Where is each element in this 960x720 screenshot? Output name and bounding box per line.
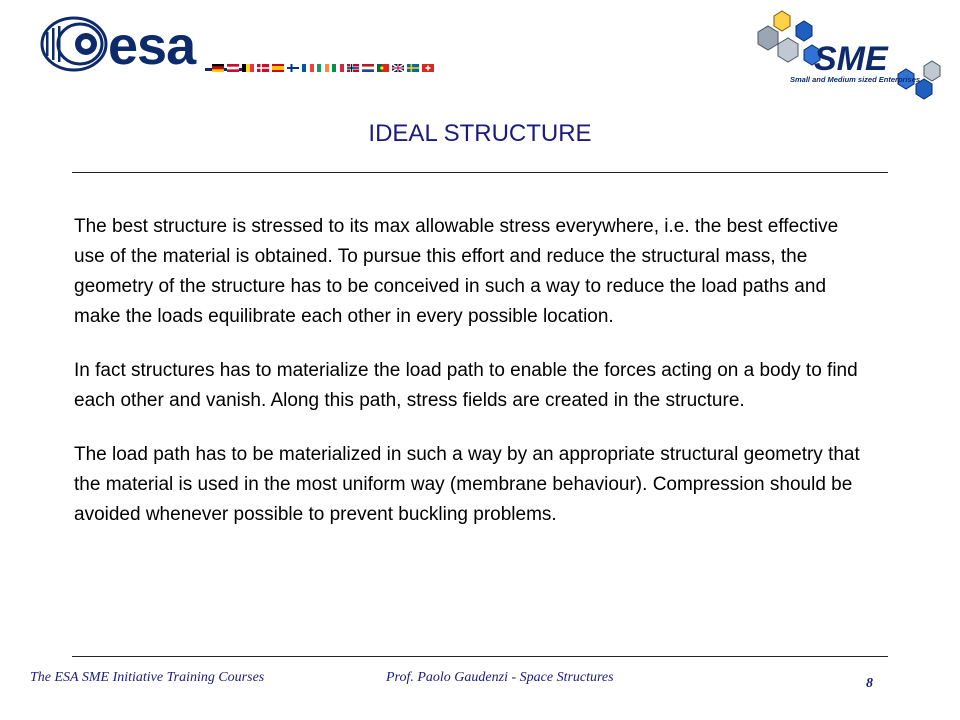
flag-norway-icon	[347, 64, 359, 72]
flag-sweden-icon	[407, 64, 419, 72]
flag-portugal-icon	[377, 64, 389, 72]
footer-author: Prof. Paolo Gaudenzi - Space Structures	[386, 670, 614, 685]
flag-ireland-icon	[317, 64, 329, 72]
sme-logo-subtitle: Small and Medium sized Enterprises	[790, 75, 921, 84]
esa-emblem-icon	[40, 14, 110, 74]
flag-uk-icon	[392, 64, 404, 72]
flag-netherlands-icon	[362, 64, 374, 72]
slide-title: IDEAL STRUCTURE	[368, 120, 592, 147]
flag-france-icon	[302, 64, 314, 72]
footer-course-title: The ESA SME Initiative Training Courses	[30, 670, 265, 685]
esa-logo	[40, 14, 220, 74]
flag-switzerland-icon	[422, 64, 434, 72]
page-number: 8	[866, 676, 873, 691]
paragraph-3: The load path has to be materialized in such a way by an appropriate structural geometry that the material is used in the most uniform way (membrane behaviour). Compression should be avoided whenever possible to prevent buckling problems.	[74, 444, 860, 525]
flag-germany-icon	[212, 64, 224, 72]
esa-wordmark: esa	[108, 16, 196, 76]
sme-logo	[748, 8, 948, 100]
member-flags	[212, 64, 434, 72]
title-divider	[72, 172, 888, 173]
flag-finland-icon	[287, 64, 299, 72]
flag-belgium-icon	[242, 64, 254, 72]
sme-logo-wordmark: SME	[814, 40, 888, 78]
paragraph-2: In fact structures has to materialize the load path to enable the forces acting on a body to find each other and vanish. Along this path, stress fields are created in the structure.	[74, 360, 858, 411]
slide-body	[74, 212, 874, 554]
flag-austria-icon	[227, 64, 239, 72]
flag-denmark-icon	[257, 64, 269, 72]
flag-italy-icon	[332, 64, 344, 72]
flag-spain-icon	[272, 64, 284, 72]
paragraph-1: The best structure is stressed to its max allowable stress everywhere, i.e. the best effective use of the material is obtained. To pursue this effort and reduce the structural mass, the geometry of the structure has to be conceived in such a way to reduce the load paths and make the loads equilibrate each other in every possible location.	[74, 216, 839, 327]
footer-divider	[72, 656, 888, 657]
